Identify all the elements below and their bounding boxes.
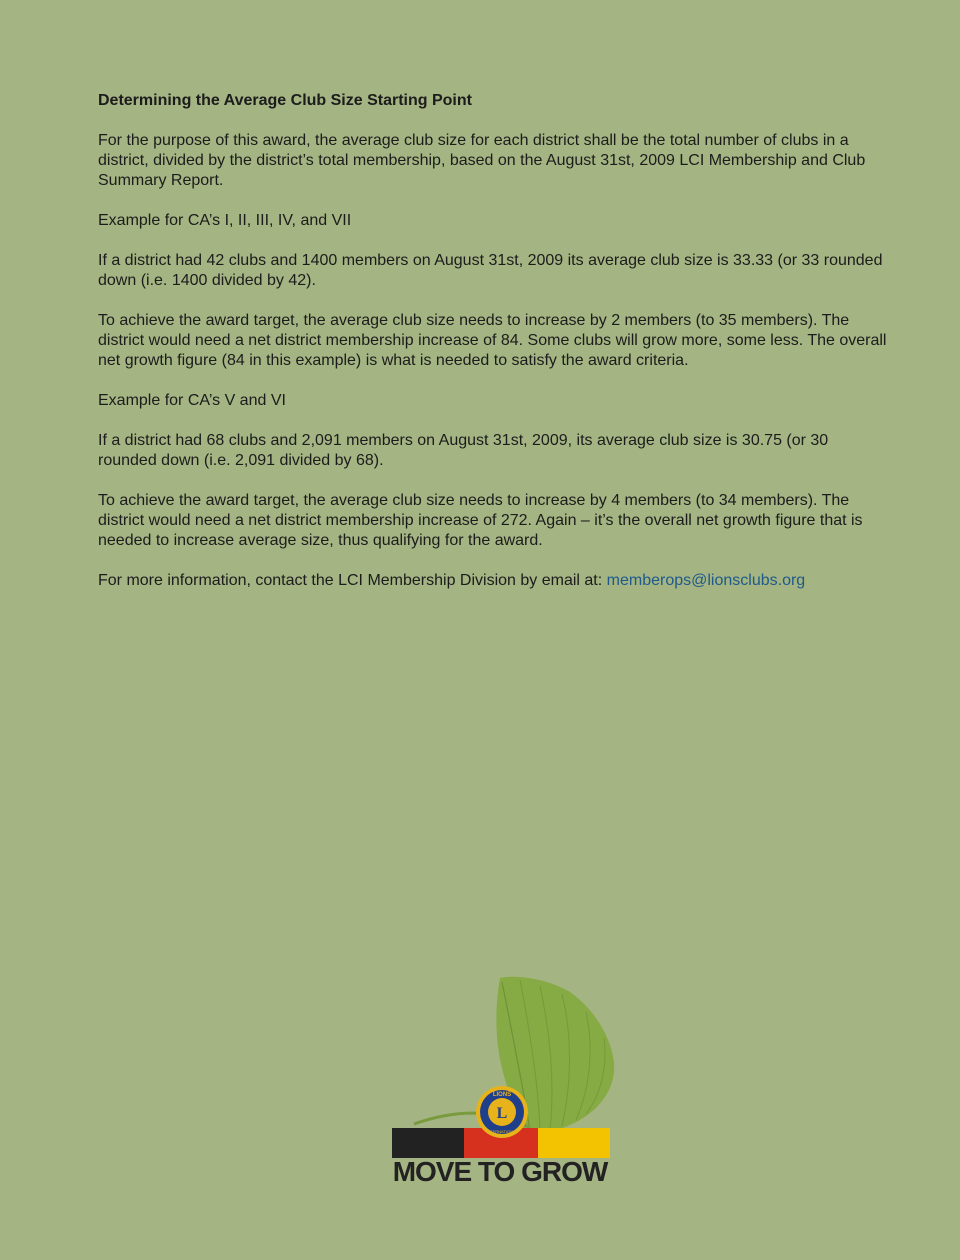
stripe-yellow (538, 1128, 610, 1158)
paragraph-definition: For the purpose of this award, the average club size for each district shall be the total number of clubs in a district, divided by the district’s total membership, based on the August 31st, 2009 LCI Membership and Club Summary Report. (98, 132, 866, 189)
paragraph-example-1-target: To achieve the award target, the average club size needs to increase by 2 members (to 35 members). The district would need a net district membership increase of 84. Some clubs will grow more, some less. The overall net growth figure (84 in this example) is what is needed to satisfy the award criteria. (98, 312, 887, 369)
paragraph-example-heading-2: Example for CA’s V and VI (98, 392, 286, 409)
paragraph-example-2-target: To achieve the award target, the average club size needs to increase by 4 members (to 34 members). The district would need a net district membership increase of 272. Again – it’s the overall net growth figure that is needed to increase average size, thus qualifying for the award. (98, 492, 863, 549)
paragraph-example-heading-1: Example for CA’s I, II, III, IV, and VII (98, 212, 352, 229)
move-to-grow-logo (390, 972, 620, 1192)
section-heading: Determining the Average Club Size Starting Point (98, 92, 472, 109)
lions-emblem-icon (476, 1086, 528, 1138)
paragraph-example-2-calculation: If a district had 68 clubs and 2,091 members on August 31st, 2009, its average club size is 30.75 (or 30 rounded down (i.e. 2,091 divided by 68). (98, 432, 829, 469)
paragraph-example-1-calculation: If a district had 42 clubs and 1400 members on August 31st, 2009 its average club size is 33.33 (or 33 rounded down (i.e. 1400 divided by 42). (98, 252, 883, 289)
document-body (98, 91, 888, 611)
svg-text:L: L (496, 1105, 508, 1122)
contact-prefix: For more information, contact the LCI Membership Division by email at: (98, 572, 607, 589)
logo-text: MOVE TO GROW (392, 1156, 608, 1187)
stripe-black (392, 1128, 464, 1158)
paragraph-contact (98, 571, 888, 591)
svg-text:LIONS: LIONS (492, 1092, 512, 1098)
logo-graphic (390, 972, 620, 1162)
contact-email-link[interactable]: memberops@lionsclubs.org (606, 572, 806, 589)
svg-text:INTERNATIONAL: INTERNATIONAL (486, 1129, 518, 1134)
